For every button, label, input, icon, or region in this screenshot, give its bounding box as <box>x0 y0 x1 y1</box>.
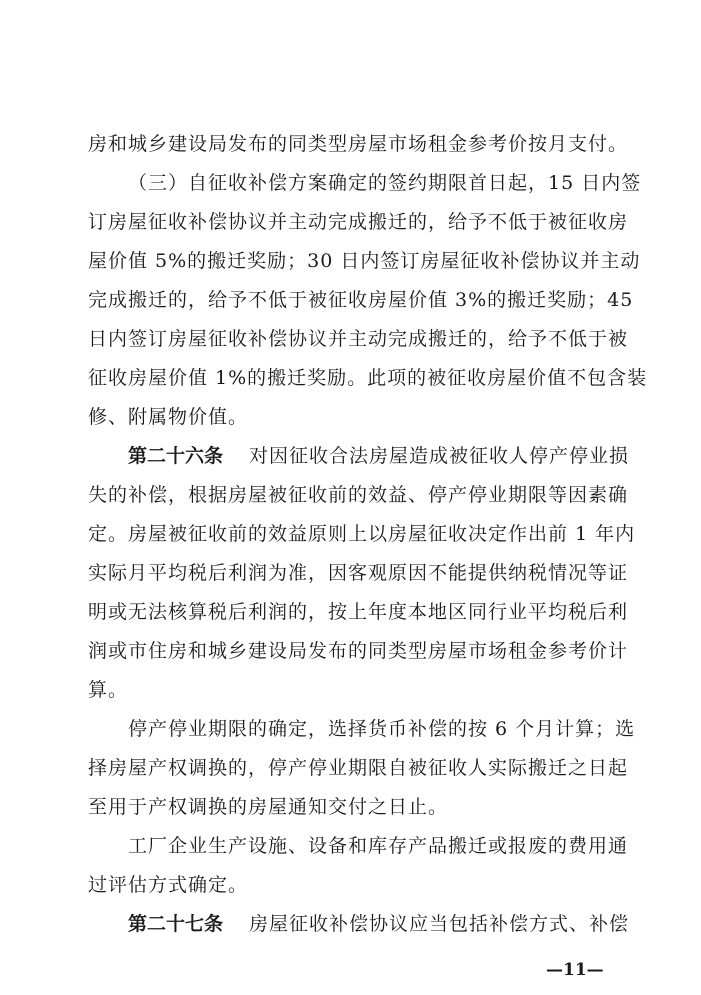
paragraph-line: 房和城乡建设局发布的同类型房屋市场租金参考价按月支付。 <box>88 133 629 155</box>
paragraph-line: 失的补偿，根据房屋被征收前的效益、停产停业期限等因素确 <box>88 484 629 506</box>
paragraph-line: 房屋征收补偿协议应当包括补偿方式、补偿 <box>249 913 630 935</box>
paragraph-line: 至用于产权调换的房屋通知交付之日止。 <box>88 796 449 818</box>
paragraph-line: 工厂企业生产设施、设备和库存产品搬迁或报废的费用通 <box>128 835 629 857</box>
paragraph-line: 过评估方式确定。 <box>88 874 249 896</box>
paragraph-line: 完成搬迁的，给予不低于被征收房屋价值 3%的搬迁奖励；45 <box>88 289 634 311</box>
paragraph-line: 屋价值 5%的搬迁奖励；30 日内签订房屋征收补偿协议并主动 <box>88 250 641 272</box>
paragraph-line: （三）自征收补偿方案确定的签约期限首日起，15 日内签 <box>128 172 642 194</box>
article-26-heading: 第二十六条 <box>128 445 224 467</box>
page-number: —11— <box>546 960 604 980</box>
article-27-heading: 第二十七条 <box>128 913 224 935</box>
paragraph-line: 润或市住房和城乡建设局发布的同类型房屋市场租金参考价计 <box>88 640 629 662</box>
paragraph-line: 明或无法核算税后利润的，按上年度本地区同行业平均税后利 <box>88 601 629 623</box>
article-26-first-line <box>128 444 630 468</box>
article-27-first-line <box>128 912 630 936</box>
paragraph-line: 算。 <box>88 679 129 701</box>
paragraph-line: 停产停业期限的确定，选择货币补偿的按 6 个月计算；选 <box>128 718 636 740</box>
paragraph-line: 择房屋产权调换的，停产停业期限自被征收人实际搬迁之日起 <box>88 757 629 779</box>
paragraph-line: 日内签订房屋征收补偿协议并主动完成搬迁的，给予不低于被 <box>88 328 629 350</box>
paragraph-line: 对因征收合法房屋造成被征收人停产停业损 <box>249 445 630 467</box>
paragraph-line: 定。房屋被征收前的效益原则上以房屋征收决定作出前 1 年内 <box>88 523 636 545</box>
paragraph-line: 征收房屋价值 1%的搬迁奖励。此项的被征收房屋价值不包含装 <box>88 367 648 389</box>
paragraph-line: 实际月平均税后利润为准，因客观原因不能提供纳税情况等证 <box>88 562 629 584</box>
paragraph-line: 订房屋征收补偿协议并主动完成搬迁的，给予不低于被征收房 <box>88 211 629 233</box>
paragraph-line: 修、附属物价值。 <box>88 406 249 428</box>
